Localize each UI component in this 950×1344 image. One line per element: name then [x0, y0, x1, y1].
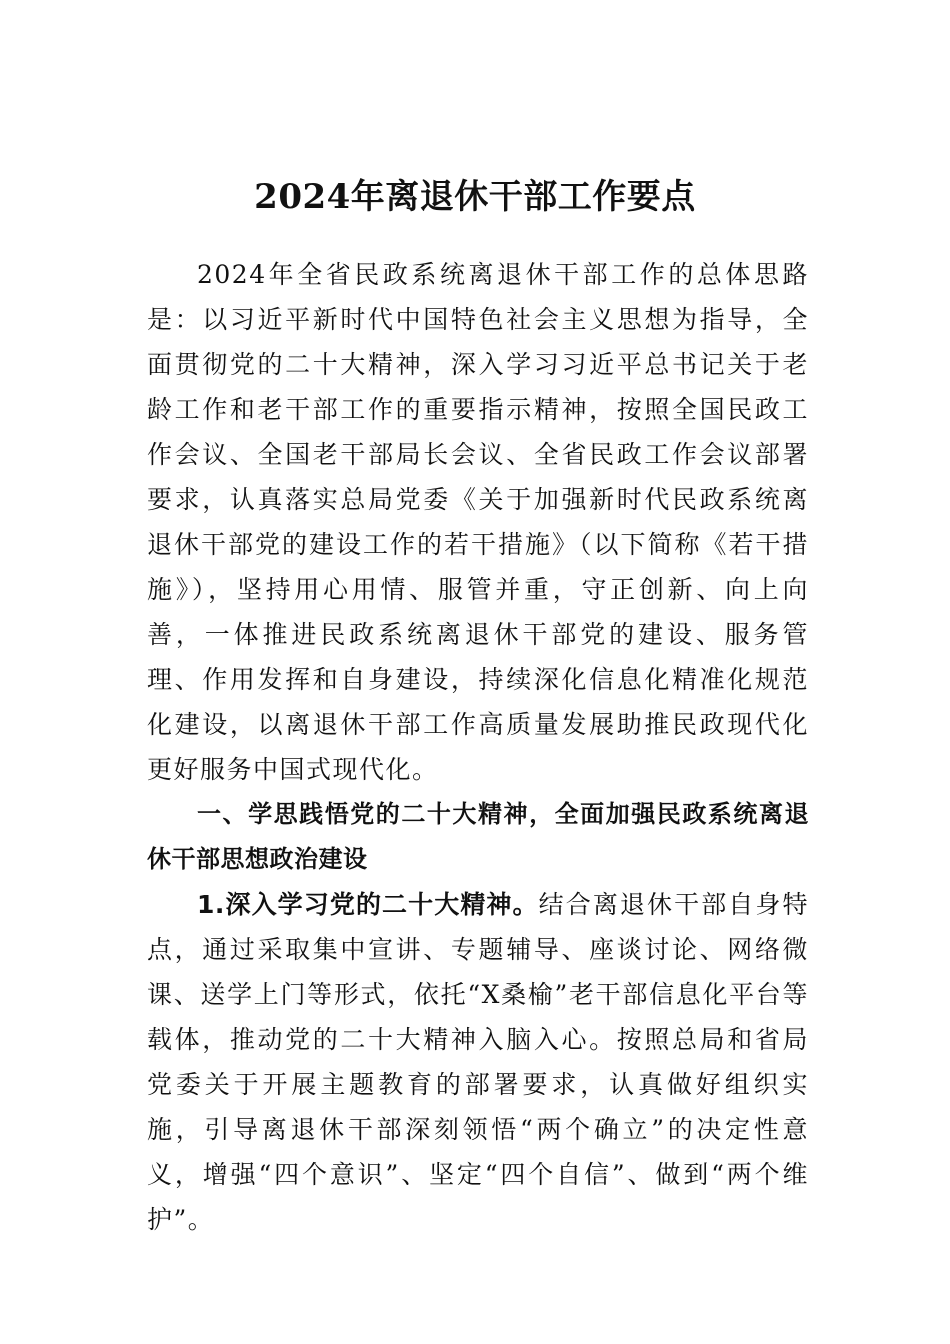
item-lead: 1.深入学习党的二十大精神。 — [197, 890, 539, 919]
document-title: 2024年离退休干部工作要点 — [254, 177, 696, 217]
item-paragraph — [147, 882, 809, 1242]
document-body — [147, 252, 809, 1242]
intro-paragraph: 2024年全省民政系统离退休干部工作的总体思路是：以习近平新时代中国特色社会主义思想为指导，全面贯彻党的二十大精神，深入学习习近平总书记关于老龄工作和老干部工作的重要指示精神，按照全国民政工作会议、全国老干部局长会议、全省民政工作会议部署要求，认真落实总局党委《关于加强新时代民政系统离退休干部党的建设工作的若干措施》（以下简称《若干措施》），坚持用心用情、服管并重，守正创新、向上向善，一体推进民政系统离退休干部党的建设、服务管理、作用发挥和自身建设，持续深化信息化精准化规范化建设，以离退休干部工作高质量发展助推民政现代化更好服务中国式现代化。 — [147, 260, 809, 784]
section-heading: 一、学思践悟党的二十大精神，全面加强民政系统离退休干部思想政治建设 — [147, 800, 809, 873]
item-text: 结合离退休干部自身特点，通过采取集中宣讲、专题辅导、座谈讨论、网络微课、送学上门等形式，依托“X桑榆”老干部信息化平台等载体，推动党的二十大精神入脑入心。按照总局和省局党委关于开展主题教育的部署要求，认真做好组织实施，引导离退休干部深刻领悟“两个确立”的决定性意义，增强“四个意识”、坚定“四个自信”、做到“两个维护”。 — [147, 890, 809, 1234]
